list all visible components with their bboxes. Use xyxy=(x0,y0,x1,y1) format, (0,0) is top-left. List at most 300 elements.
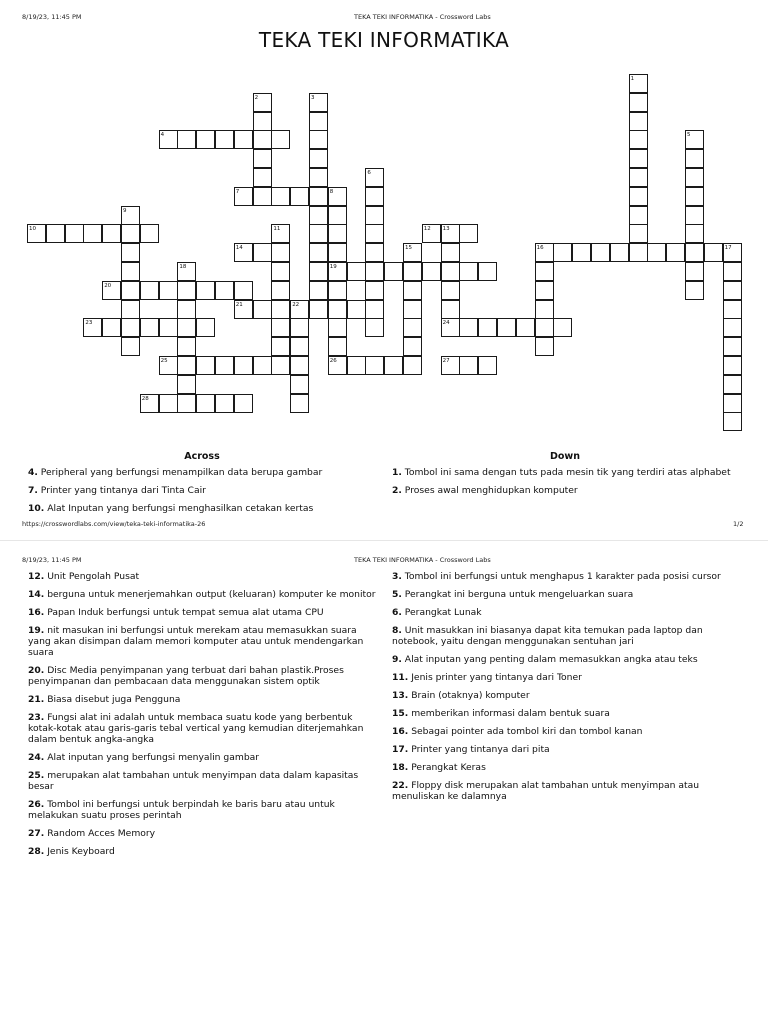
crossword-cell[interactable] xyxy=(384,356,403,375)
crossword-cell[interactable] xyxy=(403,281,422,300)
crossword-cell[interactable] xyxy=(704,243,723,262)
crossword-cell[interactable] xyxy=(459,262,478,281)
crossword-cell[interactable] xyxy=(290,375,309,394)
crossword-cell[interactable] xyxy=(629,224,648,243)
crossword-cell[interactable] xyxy=(441,262,460,281)
crossword-cell-number: 23 xyxy=(85,320,93,327)
crossword-cell[interactable] xyxy=(629,187,648,206)
clue-item xyxy=(392,726,742,737)
crossword-cell[interactable] xyxy=(196,394,215,413)
crossword-cell[interactable] xyxy=(441,281,460,300)
down-clues-page2 xyxy=(392,571,742,809)
clue-item xyxy=(392,654,742,665)
crossword-cell[interactable] xyxy=(723,412,742,431)
crossword-cell[interactable] xyxy=(309,243,328,262)
page-divider xyxy=(0,540,768,541)
crossword-cell[interactable] xyxy=(629,206,648,225)
clue-number: 3. xyxy=(392,571,402,582)
crossword-cell[interactable] xyxy=(46,224,65,243)
crossword-cell[interactable] xyxy=(629,168,648,187)
crossword-cell[interactable] xyxy=(403,318,422,337)
page1-header-title: TEKA TEKI INFORMATIKA - Crossword Labs xyxy=(354,13,491,21)
clue-item xyxy=(28,503,378,514)
crossword-cell-number: 6 xyxy=(367,170,371,176)
clue-text: Jenis Keyboard xyxy=(44,846,115,857)
crossword-cell[interactable] xyxy=(459,224,478,243)
clue-item xyxy=(28,665,378,687)
crossword-cell[interactable] xyxy=(685,224,704,243)
crossword-cell[interactable] xyxy=(253,93,272,112)
crossword-cell[interactable] xyxy=(723,337,742,356)
crossword-cell[interactable] xyxy=(553,243,572,262)
crossword-cell[interactable] xyxy=(253,243,272,262)
clue-number: 9. xyxy=(392,654,402,665)
crossword-cell[interactable] xyxy=(422,262,441,281)
clue-item xyxy=(392,625,742,647)
clue-item xyxy=(392,762,742,773)
crossword-cell[interactable] xyxy=(27,224,46,243)
clue-number: 5. xyxy=(392,589,402,600)
clue-item xyxy=(28,571,378,582)
crossword-cell-number: 14 xyxy=(235,245,243,252)
crossword-cell[interactable] xyxy=(271,187,290,206)
crossword-cell[interactable] xyxy=(253,130,272,149)
page2-header-title: TEKA TEKI INFORMATIKA - Crossword Labs xyxy=(354,556,491,564)
clue-text: Fungsi alat ini adalah untuk membaca suatu kode yang berbentuk kotak-kotak atau garis-garis tebal vertical yang kemudian diterjemahkan dalam bentuk angka-angka xyxy=(28,712,364,745)
clue-text: Tombol ini sama dengan tuts pada mesin tik yang terdiri atas alphabet xyxy=(401,467,731,478)
crossword-cell[interactable] xyxy=(685,281,704,300)
clue-number: 1. xyxy=(392,467,402,478)
crossword-cell-number: 7 xyxy=(235,188,240,195)
crossword-cell[interactable] xyxy=(403,337,422,356)
clue-item xyxy=(392,780,742,802)
crossword-cell-number: 16 xyxy=(536,245,544,252)
clue-text: Printer yang tintanya dari Tinta Cair xyxy=(37,485,206,496)
clue-number: 16. xyxy=(392,726,409,737)
crossword-cell[interactable] xyxy=(271,224,290,243)
clue-number: 18. xyxy=(392,762,409,773)
crossword-cell[interactable] xyxy=(271,318,290,337)
clue-number: 8. xyxy=(392,625,402,636)
crossword-cell[interactable] xyxy=(365,206,384,225)
crossword-cell[interactable] xyxy=(159,356,178,375)
crossword-cell-number: 21 xyxy=(235,301,243,308)
across-heading: Across xyxy=(184,451,220,462)
crossword-cell[interactable] xyxy=(365,224,384,243)
clue-number: 24. xyxy=(28,752,45,763)
crossword-cell[interactable] xyxy=(309,281,328,300)
crossword-cell[interactable] xyxy=(290,337,309,356)
clue-number: 10. xyxy=(28,503,45,514)
crossword-cell[interactable] xyxy=(102,318,121,337)
clue-number: 6. xyxy=(392,607,402,618)
crossword-cell[interactable] xyxy=(121,300,140,319)
crossword-cell[interactable] xyxy=(535,318,554,337)
clue-number: 7. xyxy=(28,485,38,496)
crossword-cell[interactable] xyxy=(365,168,384,187)
crossword-cell[interactable] xyxy=(403,243,422,262)
crossword-cell[interactable] xyxy=(723,281,742,300)
crossword-cell[interactable] xyxy=(159,281,178,300)
crossword-cell-number: 25 xyxy=(160,358,168,364)
crossword-cell-number: 10 xyxy=(29,226,36,233)
crossword-cell[interactable] xyxy=(629,93,648,112)
clue-text: Alat inputan yang berfungsi menyalin gambar xyxy=(44,752,260,763)
clue-item xyxy=(392,672,742,683)
page1-footer-page: 1/2 xyxy=(733,520,744,528)
crossword-cell[interactable] xyxy=(441,243,460,262)
crossword-cell[interactable] xyxy=(591,243,610,262)
crossword-cell[interactable] xyxy=(253,112,272,131)
crossword-cell-number: 11 xyxy=(273,226,281,233)
clue-item xyxy=(28,694,378,705)
crossword-cell[interactable] xyxy=(328,187,347,206)
crossword-cell[interactable] xyxy=(121,224,140,243)
clue-text: merupakan alat tambahan untuk menyimpan data dalam kapasitas besar xyxy=(28,770,359,792)
crossword-cell[interactable] xyxy=(328,281,347,300)
clue-text: Brain (otaknya) komputer xyxy=(408,690,530,701)
crossword-cell[interactable] xyxy=(365,262,384,281)
crossword-cell-number: 17 xyxy=(724,245,732,252)
crossword-cell[interactable] xyxy=(177,356,196,375)
crossword-cell[interactable] xyxy=(535,262,554,281)
crossword-cell[interactable] xyxy=(478,262,497,281)
crossword-cell[interactable] xyxy=(121,206,140,225)
crossword-cell-number: 24 xyxy=(442,320,450,327)
across-clues-page1 xyxy=(28,467,378,521)
clue-item xyxy=(392,467,742,478)
crossword-cell[interactable] xyxy=(553,318,572,337)
crossword-cell-number: 22 xyxy=(292,301,300,308)
clue-item xyxy=(28,712,378,745)
crossword-cell[interactable] xyxy=(65,224,84,243)
crossword-cell[interactable] xyxy=(140,224,159,243)
crossword-cell[interactable] xyxy=(685,187,704,206)
clue-number: 23. xyxy=(28,712,45,723)
crossword-cell[interactable] xyxy=(271,262,290,281)
crossword-cell[interactable] xyxy=(253,149,272,168)
crossword-cell[interactable] xyxy=(271,130,290,149)
crossword-cell[interactable] xyxy=(441,318,460,337)
crossword-cell[interactable] xyxy=(215,394,234,413)
crossword-cell[interactable] xyxy=(140,281,159,300)
crossword-cell-number: 8 xyxy=(329,188,334,195)
crossword-cell[interactable] xyxy=(271,356,290,375)
crossword-cell[interactable] xyxy=(290,318,309,337)
crossword-cell[interactable] xyxy=(140,394,159,413)
clue-number: 28. xyxy=(28,846,45,857)
clue-number: 17. xyxy=(392,744,409,755)
crossword-cell[interactable] xyxy=(723,300,742,319)
crossword-cell[interactable] xyxy=(309,93,328,112)
crossword-cell[interactable] xyxy=(441,356,460,375)
clue-item xyxy=(28,828,378,839)
crossword-cell[interactable] xyxy=(83,224,102,243)
crossword-cell-number: 26 xyxy=(329,358,337,364)
crossword-cell[interactable] xyxy=(177,337,196,356)
clue-item xyxy=(28,625,378,658)
crossword-cell[interactable] xyxy=(121,337,140,356)
crossword-cell[interactable] xyxy=(177,300,196,319)
clue-text: Perangkat Lunak xyxy=(401,607,482,618)
crossword-cell[interactable] xyxy=(685,262,704,281)
clue-item xyxy=(28,467,378,478)
crossword-cell[interactable] xyxy=(196,356,215,375)
crossword-cell-number: 28 xyxy=(141,395,149,402)
crossword-cell[interactable] xyxy=(403,262,422,281)
crossword-cell[interactable] xyxy=(328,356,347,375)
crossword-cell-number: 4 xyxy=(160,132,165,139)
clue-item xyxy=(392,744,742,755)
crossword-cell[interactable] xyxy=(177,130,196,149)
clue-number: 16. xyxy=(28,607,45,618)
crossword-cell[interactable] xyxy=(629,243,648,262)
clue-text: Biasa disebut juga Pengguna xyxy=(44,694,181,705)
clue-number: 21. xyxy=(28,694,45,705)
crossword-cell[interactable] xyxy=(328,300,347,319)
crossword-cell[interactable] xyxy=(309,262,328,281)
crossword-cell[interactable] xyxy=(629,74,648,93)
clue-text: Perangkat ini berguna untuk mengeluarkan suara xyxy=(401,589,634,600)
crossword-cell[interactable] xyxy=(723,318,742,337)
crossword-cell-number: 1 xyxy=(630,76,635,82)
crossword-cell[interactable] xyxy=(102,224,121,243)
crossword-cell[interactable] xyxy=(685,206,704,225)
crossword-cell-number: 9 xyxy=(123,207,127,214)
crossword-cell[interactable] xyxy=(177,394,196,413)
crossword-grid xyxy=(0,0,768,440)
clue-number: 20. xyxy=(28,665,45,676)
crossword-cell-number: 27 xyxy=(442,358,450,364)
crossword-cell[interactable] xyxy=(177,281,196,300)
clue-number: 4. xyxy=(28,467,38,478)
crossword-cell[interactable] xyxy=(234,130,253,149)
crossword-cell[interactable] xyxy=(309,187,328,206)
crossword-cell[interactable] xyxy=(253,300,272,319)
crossword-cell[interactable] xyxy=(271,243,290,262)
clue-number: 25. xyxy=(28,770,45,781)
crossword-cell[interactable] xyxy=(290,356,309,375)
clue-item xyxy=(392,485,742,496)
crossword-cell[interactable] xyxy=(253,187,272,206)
crossword-cell[interactable] xyxy=(347,300,366,319)
crossword-cell[interactable] xyxy=(685,168,704,187)
crossword-cell[interactable] xyxy=(441,224,460,243)
crossword-cell[interactable] xyxy=(271,281,290,300)
crossword-cell-number: 3 xyxy=(311,94,315,101)
crossword-cell[interactable] xyxy=(121,262,140,281)
down-heading: Down xyxy=(550,451,580,462)
crossword-cell[interactable] xyxy=(365,187,384,206)
crossword-cell[interactable] xyxy=(478,318,497,337)
clue-text: Unit Pengolah Pusat xyxy=(44,571,140,582)
crossword-cell[interactable] xyxy=(347,356,366,375)
crossword-cell[interactable] xyxy=(723,262,742,281)
clue-text: Jenis printer yang tintanya dari Toner xyxy=(408,672,582,683)
clue-item xyxy=(28,607,378,618)
crossword-cell[interactable] xyxy=(516,318,535,337)
crossword-cell[interactable] xyxy=(253,356,272,375)
clue-number: 22. xyxy=(392,780,409,791)
crossword-cell[interactable] xyxy=(384,262,403,281)
clue-number: 27. xyxy=(28,828,45,839)
crossword-cell-number: 2 xyxy=(254,94,259,101)
crossword-cell[interactable] xyxy=(723,375,742,394)
crossword-cell[interactable] xyxy=(723,394,742,413)
crossword-cell-number: 20 xyxy=(104,282,112,289)
clue-item xyxy=(28,589,378,600)
crossword-cell[interactable] xyxy=(234,243,253,262)
crossword-cell[interactable] xyxy=(140,318,159,337)
clue-number: 11. xyxy=(392,672,409,683)
crossword-cell[interactable] xyxy=(234,394,253,413)
crossword-cell[interactable] xyxy=(629,149,648,168)
crossword-cell[interactable] xyxy=(365,318,384,337)
clue-text: Papan Induk berfungsi untuk tempat semua alat utama CPU xyxy=(44,607,324,618)
crossword-cell[interactable] xyxy=(629,112,648,131)
crossword-cell[interactable] xyxy=(177,262,196,281)
crossword-cell[interactable] xyxy=(253,168,272,187)
clue-text: Tombol ini berfungsi untuk berpindah ke baris baru atau untuk melakukan suatu proses perintah xyxy=(28,799,335,821)
crossword-cell[interactable] xyxy=(215,130,234,149)
crossword-cell[interactable] xyxy=(215,356,234,375)
crossword-cell-number: 18 xyxy=(179,264,187,270)
clue-number: 26. xyxy=(28,799,45,810)
crossword-cell[interactable] xyxy=(647,243,666,262)
crossword-cell[interactable] xyxy=(309,168,328,187)
crossword-cell-number: 15 xyxy=(405,245,412,252)
crossword-cell[interactable] xyxy=(365,243,384,262)
crossword-cell[interactable] xyxy=(535,337,554,356)
crossword-cell[interactable] xyxy=(497,318,516,337)
crossword-cell[interactable] xyxy=(535,243,554,262)
crossword-cell[interactable] xyxy=(309,206,328,225)
crossword-cell[interactable] xyxy=(290,187,309,206)
crossword-cell[interactable] xyxy=(328,206,347,225)
crossword-cell[interactable] xyxy=(685,243,704,262)
clue-number: 13. xyxy=(392,690,409,701)
crossword-cell[interactable] xyxy=(478,356,497,375)
crossword-cell-number: 12 xyxy=(423,226,431,233)
across-clues-page2 xyxy=(28,571,378,864)
clue-item xyxy=(28,770,378,792)
crossword-cell[interactable] xyxy=(309,112,328,131)
crossword-cell[interactable] xyxy=(309,224,328,243)
crossword-cell[interactable] xyxy=(309,300,328,319)
crossword-cell[interactable] xyxy=(83,318,102,337)
clue-text: Disc Media penyimpanan yang terbuat dari bahan plastik.Proses penyimpanan dan pembacaan data menggunakan sistem optik xyxy=(28,665,344,687)
crossword-cell[interactable] xyxy=(459,318,478,337)
clue-text: Printer yang tintanya dari pita xyxy=(408,744,550,755)
crossword-cell[interactable] xyxy=(610,243,629,262)
page1-footer-url: https://crosswordlabs.com/view/teka-teki-informatika-26 xyxy=(22,520,206,528)
puzzle-title: TEKA TEKI INFORMATIKA xyxy=(258,28,510,52)
crossword-cell[interactable] xyxy=(121,318,140,337)
crossword-cell[interactable] xyxy=(535,300,554,319)
clue-text: Proses awal menghidupkan komputer xyxy=(401,485,578,496)
clue-text: Alat inputan yang penting dalam memasukkan angka atau teks xyxy=(401,654,698,665)
clue-item xyxy=(392,708,742,719)
crossword-cell[interactable] xyxy=(121,243,140,262)
clue-text: Random Acces Memory xyxy=(44,828,156,839)
crossword-cell[interactable] xyxy=(723,243,742,262)
crossword-cell[interactable] xyxy=(403,356,422,375)
clue-number: 19. xyxy=(28,625,45,636)
crossword-cell[interactable] xyxy=(441,300,460,319)
crossword-cell[interactable] xyxy=(347,262,366,281)
crossword-cell[interactable] xyxy=(403,300,422,319)
crossword-cell[interactable] xyxy=(309,130,328,149)
crossword-cell[interactable] xyxy=(196,130,215,149)
crossword-cell[interactable] xyxy=(159,318,178,337)
clue-text: Unit masukkan ini biasanya dapat kita temukan pada laptop dan notebook, yaitu dengan menggunakan sentuhan jari xyxy=(392,625,703,647)
clue-number: 12. xyxy=(28,571,45,582)
crossword-cell[interactable] xyxy=(535,281,554,300)
crossword-cell[interactable] xyxy=(666,243,685,262)
clue-item xyxy=(392,589,742,600)
clue-number: 14. xyxy=(28,589,45,600)
crossword-cell[interactable] xyxy=(685,130,704,149)
crossword-cell[interactable] xyxy=(177,318,196,337)
crossword-cell[interactable] xyxy=(234,300,253,319)
crossword-cell[interactable] xyxy=(121,281,140,300)
crossword-cell[interactable] xyxy=(459,356,478,375)
crossword-cell[interactable] xyxy=(328,262,347,281)
crossword-cell[interactable] xyxy=(234,281,253,300)
crossword-cell[interactable] xyxy=(365,281,384,300)
crossword-cell[interactable] xyxy=(234,356,253,375)
crossword-cell[interactable] xyxy=(177,375,196,394)
clue-text: Sebagai pointer ada tombol kiri dan tombol kanan xyxy=(408,726,643,737)
clue-item xyxy=(392,690,742,701)
clue-text: nit masukan ini berfungsi untuk merekam atau memasukkan suara yang akan disimpan dalam memori komputer atau untuk mendengarkan suara xyxy=(28,625,364,658)
clue-item xyxy=(392,607,742,618)
crossword-cell-number: 5 xyxy=(687,132,691,139)
crossword-cell[interactable] xyxy=(685,149,704,168)
clue-text: memberikan informasi dalam bentuk suara xyxy=(408,708,610,719)
crossword-cell[interactable] xyxy=(328,224,347,243)
crossword-cell[interactable] xyxy=(629,130,648,149)
crossword-cell[interactable] xyxy=(215,281,234,300)
crossword-cell[interactable] xyxy=(159,394,178,413)
crossword-cell[interactable] xyxy=(102,281,121,300)
clue-item xyxy=(28,799,378,821)
clue-item xyxy=(28,846,378,857)
clue-item xyxy=(28,485,378,496)
clue-number: 2. xyxy=(392,485,402,496)
crossword-cell[interactable] xyxy=(309,149,328,168)
crossword-cell[interactable] xyxy=(234,187,253,206)
crossword-cell[interactable] xyxy=(422,224,441,243)
clue-text: Peripheral yang berfungsi menampilkan data berupa gambar xyxy=(37,467,323,478)
crossword-cell[interactable] xyxy=(290,300,309,319)
clue-text: Floppy disk merupakan alat tambahan untuk menyimpan atau menuliskan ke dalamnya xyxy=(392,780,700,802)
crossword-cell[interactable] xyxy=(328,318,347,337)
crossword-cell[interactable] xyxy=(271,300,290,319)
crossword-cell[interactable] xyxy=(328,243,347,262)
crossword-cell[interactable] xyxy=(159,130,178,149)
crossword-cell[interactable] xyxy=(723,356,742,375)
clue-text: berguna untuk menerjemahkan output (keluaran) komputer ke monitor xyxy=(44,589,376,600)
crossword-cell[interactable] xyxy=(328,337,347,356)
crossword-cell[interactable] xyxy=(572,243,591,262)
crossword-cell[interactable] xyxy=(196,281,215,300)
crossword-cell[interactable] xyxy=(290,394,309,413)
crossword-cell[interactable] xyxy=(365,356,384,375)
crossword-cell[interactable] xyxy=(365,300,384,319)
crossword-cell[interactable] xyxy=(196,318,215,337)
crossword-cell[interactable] xyxy=(271,337,290,356)
